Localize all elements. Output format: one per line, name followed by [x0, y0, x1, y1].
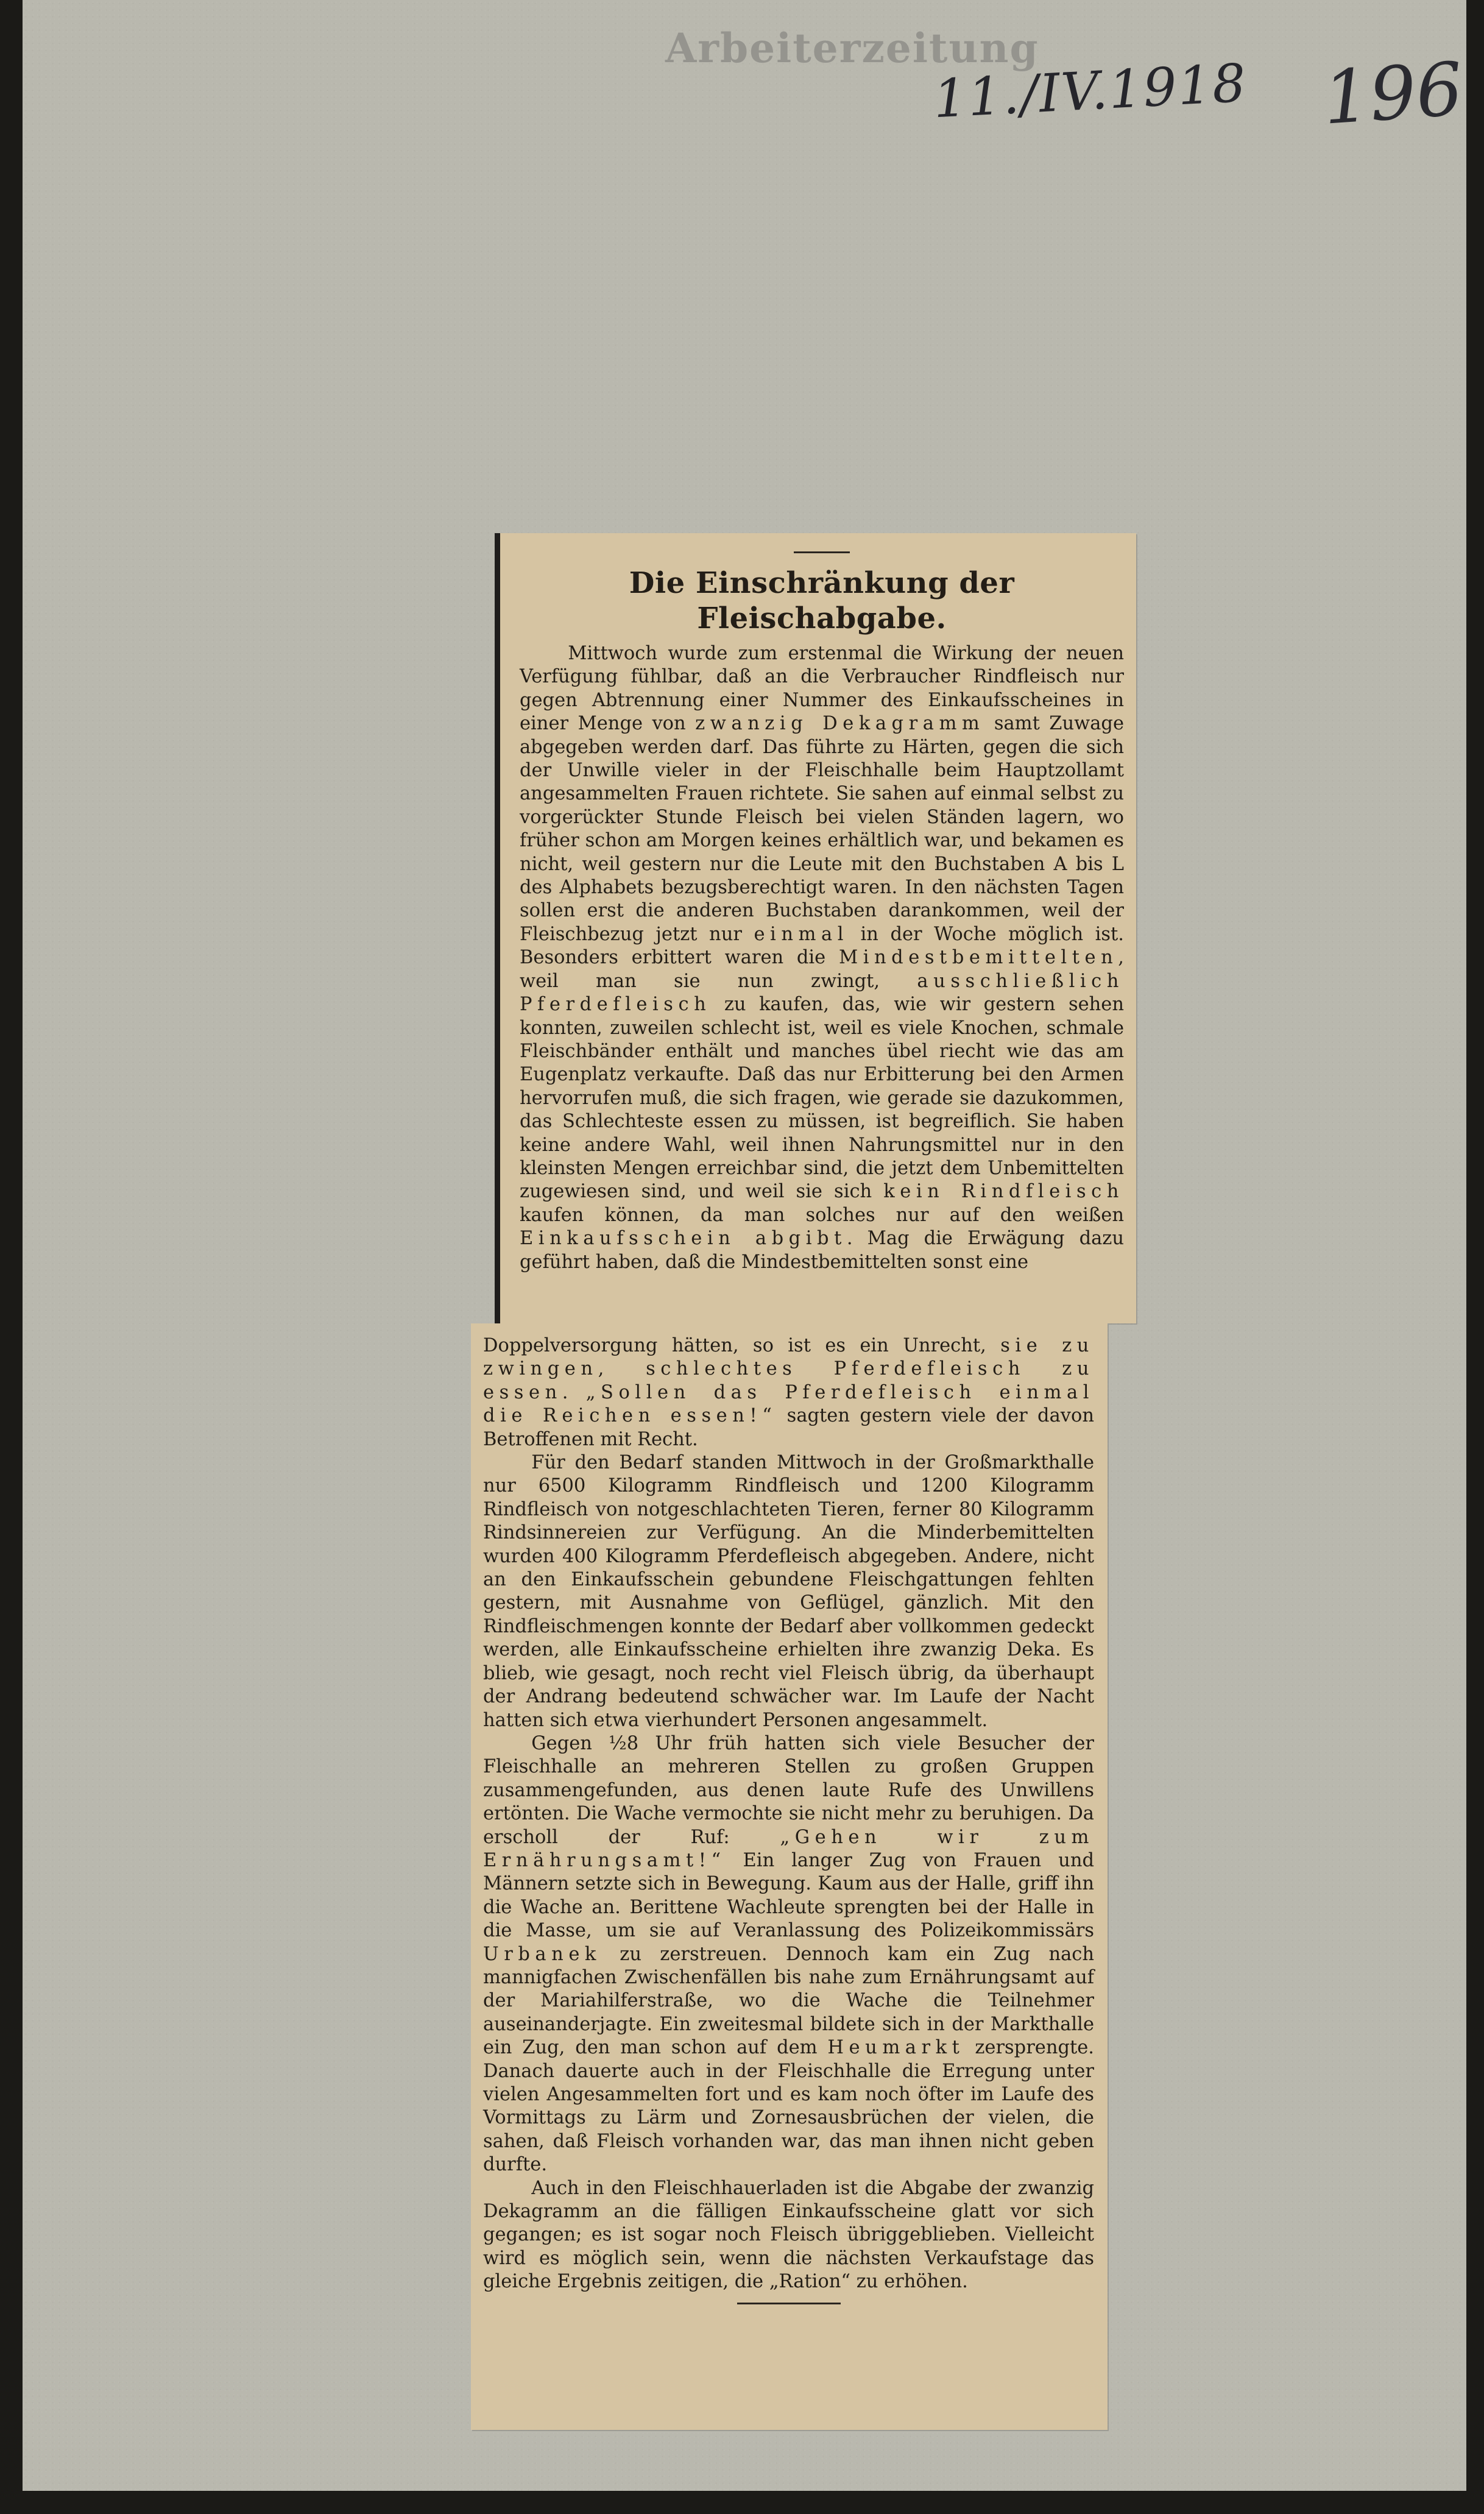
- text-run: kaufen können, da man solches nur auf den weißen: [520, 1204, 1124, 1226]
- text-run: Ein langer Zug von Frauen und Männern setzte sich in Bewegung. Kaum aus der Halle, griff ihn die Wache an. Berittene Wachleute sprengten bei der Halle in die Masse, um sie auf Veranlassung des Polizeikommissärs: [483, 1849, 1094, 1942]
- spaced-emphasis: Heumarkt: [827, 2037, 965, 2059]
- handwritten-sheet-number: 196: [1320, 47, 1466, 141]
- paragraph-2: Für den Bedarf standen Mittwoch in der Großmarkthalle nur 6500 Kilogramm Rindfleisch und 1200 Kilogramm Rindfleisch von notgeschlachteten Tieren, ferner 80 Kilogramm Rindsinnereien zur Verfügung. An die Minderbemittelten wurden 400 Kilogramm Pferdefleisch abgegeben. Andere, nicht an den Einkaufsschein gebundene Fleischgattungen fehlten gestern, mit Ausnahme von Geflügel, gänzlich. Mit den Rindfleischmengen konnte der Bedarf aber vollkommen gedeckt werden, alle Einkaufsscheine erhielten ihre zwanzig Deka. Es blieb, wie gesagt, noch recht viel Fleisch übrig, da überhaupt der Andrang bedeutend schwächer war. Im Laufe der Nacht hatten sich etwa vierhundert Personen angesammelt.: [483, 1452, 1094, 1731]
- spaced-emphasis: „Gehen wir zum Ernährungsamt!“: [483, 1826, 1095, 1871]
- spaced-emphasis: ausschließlich Pferdefleisch: [520, 970, 1124, 1016]
- text-run: in der Woche möglich ist. Besonders erbittert waren die: [520, 923, 1124, 969]
- handwritten-date: 11./IV.1918: [931, 52, 1249, 130]
- spaced-emphasis: Einkaufsschein abgibt: [520, 1228, 847, 1250]
- text-run: Doppelversorgung hätten, so ist es ein Unrecht,: [483, 1335, 1001, 1356]
- clipping-upper: [495, 533, 1136, 1323]
- spaced-emphasis: sie zu zwingen, schlechtes Pferdefleisch zu essen: [483, 1335, 1094, 1403]
- paragraph-4: Auch in den Fleischhauerladen ist die Abgabe der zwanzig Dekagramm an die fälligen Einkaufsscheine glatt vor sich gegangen; es ist sogar noch Fleisch übriggeblieben. Vielleicht wird es möglich sein, wenn die nächsten Verkaufstage das gleiche Ergebnis zeitigen, die „Ration“ zu erhöhen.: [483, 2177, 1094, 2293]
- spaced-emphasis: einmal: [754, 923, 849, 945]
- text-run: .: [562, 1381, 586, 1403]
- clipping-lower: [471, 1323, 1108, 2430]
- text-run: sagten gestern viele der davon Betroffenen mit Recht.: [483, 1405, 1095, 1450]
- spaced-emphasis: zwanzig Dekagramm: [695, 713, 985, 735]
- text-run: samt Zuwage abgegeben werden darf. Das führte zu Härten, gegen die sich der Unwille vieler in der Fleischhalle beim Hauptzollamt angesammelten Frauen richtete. Sie sahen auf einmal selbst zu vorgerückter Stunde Fleisch bei vielen Ständen lagern, wo früher schon am Morgen keines erhältlich war, und bekamen es nicht, weil gestern nur die Leute mit den Buchstaben A bis L des Alphabets bezugsberechtigt waren. In den nächsten Tagen sollen erst die anderen Buchstaben darankommen, weil der Fleischbezug jetzt nur: [520, 713, 1124, 945]
- paragraph-3: [483, 1732, 1094, 2177]
- text-run: zu zerstreuen. Dennoch kam ein Zug nach mannigfachen Zwischenfällen bis nahe zum Ernährungsamt auf der Mariahilferstraße, wo die Wache die Teilnehmer auseinanderjagte. Ein zweitesmal bildete sich in der Markthalle ein Zug, den man schon auf dem: [483, 1943, 1094, 2059]
- text-run: zersprengte. Danach dauerte auch in der Fleischhalle die Erregung unter vielen Angesammelten fort und es kam noch öfter im Laufe des Vormittags zu Lärm und Zornesausbrüchen der vielen, die sahen, daß Fleisch vorhanden war, das man ihnen nicht geben durfte.: [483, 2037, 1094, 2176]
- spaced-emphasis: Urbanek: [483, 1943, 601, 1965]
- spaced-emphasis: Mindestbemittelten: [838, 947, 1118, 969]
- archive-sheet: [23, 0, 1466, 2491]
- text-run: Gegen ½8 Uhr früh hatten sich viele Besucher der Fleischhalle an mehreren Stellen zu großen Gruppen zusammengefunden, aus denen laute Rufe des Unwillens ertönten. Die Wache vermochte sie nicht mehr zu beruhigen. Da erscholl der Ruf:: [483, 1732, 1094, 1848]
- text-run: . Mag die Erwägung dazu geführt haben, daß die Mindestbemittelten sonst eine: [520, 1228, 1124, 1273]
- newspaper-stamp: Arbeiterzeitung: [665, 24, 1039, 72]
- headline-rule: [794, 551, 850, 553]
- article-headline: Die Einschränkung der Fleischabgabe.: [629, 566, 1015, 636]
- paragraph-1-continued: [483, 1334, 1094, 1451]
- text-run: , weil man sie nun zwingt,: [520, 947, 1124, 992]
- spaced-emphasis: kein Rindfleisch: [883, 1181, 1124, 1203]
- text-run: Mittwoch wurde zum erstenmal die Wirkung der neuen Verfügung fühlbar, daß an die Verbraucher Rindfleisch nur gegen Abtrennung einer Nummer des Einkaufsscheines in einer Menge von: [520, 643, 1124, 735]
- text-run: zu kaufen, das, wie wir gestern sehen konnten, zuweilen schlecht ist, weil es viele Knochen, schmale Fleischbänder enthält und manches übel riecht wie das am Eugenplatz verkaufte. Daß das nur Erbitterung bei den Armen hervorrufen muß, die sich fragen, wie gerade sie dazukommen, das Schlechteste essen zu müssen, ist begreiflich. Sie haben keine andere Wahl, weil ihnen Nahrungsmittel nur in den kleinsten Mengen erreichbar sind, die jetzt dem Unbemittelten zugewiesen sind, und weil sie sich: [520, 994, 1124, 1203]
- spaced-emphasis: „Sollen das Pferdefleisch einmal die Reichen essen!“: [483, 1381, 1094, 1427]
- paragraph-1: [520, 642, 1124, 1274]
- end-rule: [737, 2303, 841, 2304]
